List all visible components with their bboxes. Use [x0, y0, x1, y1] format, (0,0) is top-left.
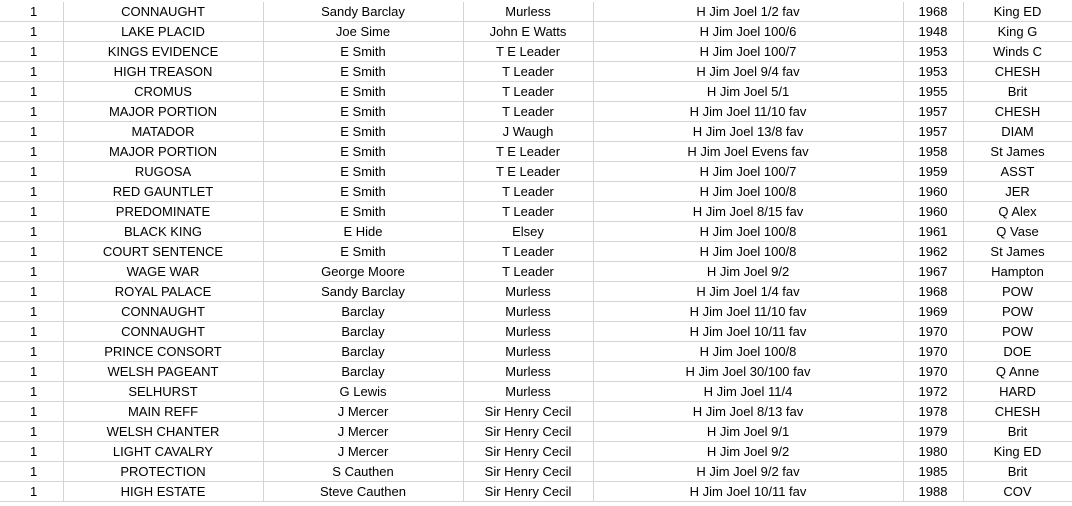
cell-year[interactable]: 1985 — [903, 462, 963, 482]
table-row — [0, 42, 1072, 62]
cell-horse[interactable]: SELHURST — [63, 382, 263, 402]
cell-year[interactable]: 1970 — [903, 362, 963, 382]
cell-trainer[interactable]: T E Leader — [463, 142, 593, 162]
cell-jockey[interactable]: Sandy Barclay — [263, 282, 463, 302]
cell-race[interactable]: DIAM — [963, 122, 1072, 142]
cell-jockey[interactable]: J Mercer — [263, 442, 463, 462]
cell-owner-sp[interactable]: H Jim Joel Evens fav — [593, 142, 903, 162]
cell-owner-sp[interactable]: H Jim Joel 1/4 fav — [593, 282, 903, 302]
cell-trainer[interactable]: Sir Henry Cecil — [463, 402, 593, 422]
cell-owner-sp[interactable]: H Jim Joel 11/4 — [593, 382, 903, 402]
cell-trainer[interactable]: Murless — [463, 322, 593, 342]
cell-position[interactable]: 1 — [0, 322, 63, 342]
cell-jockey[interactable]: E Smith — [263, 182, 463, 202]
cell-race[interactable]: Brit — [963, 422, 1072, 442]
cell-horse[interactable]: MAJOR PORTION — [63, 142, 263, 162]
cell-horse[interactable]: PROTECTION — [63, 462, 263, 482]
cell-race[interactable]: Q Vase — [963, 222, 1072, 242]
cell-position[interactable]: 1 — [0, 162, 63, 182]
cell-horse[interactable]: MATADOR — [63, 122, 263, 142]
cell-trainer[interactable]: Elsey — [463, 222, 593, 242]
cell-position[interactable]: 1 — [0, 282, 63, 302]
cell-position[interactable]: 1 — [0, 242, 63, 262]
cell-jockey[interactable]: J Mercer — [263, 402, 463, 422]
cell-horse[interactable]: COURT SENTENCE — [63, 242, 263, 262]
cell-horse[interactable]: LAKE PLACID — [63, 22, 263, 42]
table-row — [0, 242, 1072, 262]
cell-year[interactable]: 1955 — [903, 82, 963, 102]
cell-owner-sp[interactable]: H Jim Joel 9/2 — [593, 262, 903, 282]
cell-horse[interactable]: LIGHT CAVALRY — [63, 442, 263, 462]
cell-year[interactable]: 1948 — [903, 22, 963, 42]
cell-jockey[interactable]: E Smith — [263, 202, 463, 222]
table-row — [0, 382, 1072, 402]
cell-jockey[interactable]: Sandy Barclay — [263, 2, 463, 22]
cell-position[interactable]: 1 — [0, 122, 63, 142]
cell-jockey[interactable]: Barclay — [263, 322, 463, 342]
cell-horse[interactable]: CONNAUGHT — [63, 322, 263, 342]
cell-year[interactable]: 1969 — [903, 302, 963, 322]
cell-trainer[interactable]: Sir Henry Cecil — [463, 442, 593, 462]
table-row — [0, 482, 1072, 502]
cell-trainer[interactable]: J Waugh — [463, 122, 593, 142]
cell-jockey[interactable]: E Smith — [263, 102, 463, 122]
cell-owner-sp[interactable]: H Jim Joel 9/2 — [593, 442, 903, 462]
cell-owner-sp[interactable]: H Jim Joel 10/11 fav — [593, 322, 903, 342]
cell-trainer[interactable]: Sir Henry Cecil — [463, 462, 593, 482]
cell-year[interactable]: 1961 — [903, 222, 963, 242]
cell-owner-sp[interactable]: H Jim Joel 9/1 — [593, 422, 903, 442]
cell-position[interactable]: 1 — [0, 262, 63, 282]
cell-position[interactable]: 1 — [0, 462, 63, 482]
cell-race[interactable]: ASST — [963, 162, 1072, 182]
cell-trainer[interactable]: T Leader — [463, 62, 593, 82]
cell-owner-sp[interactable]: H Jim Joel 11/10 fav — [593, 302, 903, 322]
cell-owner-sp[interactable]: H Jim Joel 100/6 — [593, 22, 903, 42]
cell-trainer[interactable]: Murless — [463, 302, 593, 322]
cell-jockey[interactable]: E Smith — [263, 82, 463, 102]
cell-jockey[interactable]: E Hide — [263, 222, 463, 242]
table-row — [0, 362, 1072, 382]
cell-position[interactable]: 1 — [0, 22, 63, 42]
cell-year[interactable]: 1967 — [903, 262, 963, 282]
table-row — [0, 342, 1072, 362]
cell-position[interactable]: 1 — [0, 442, 63, 462]
table-row — [0, 222, 1072, 242]
cell-jockey[interactable]: E Smith — [263, 162, 463, 182]
cell-trainer[interactable]: John E Watts — [463, 22, 593, 42]
cell-position[interactable]: 1 — [0, 202, 63, 222]
cell-year[interactable]: 1962 — [903, 242, 963, 262]
cell-year[interactable]: 1980 — [903, 442, 963, 462]
cell-jockey[interactable]: E Smith — [263, 42, 463, 62]
table-row — [0, 262, 1072, 282]
cell-race[interactable]: St James — [963, 142, 1072, 162]
cell-position[interactable]: 1 — [0, 302, 63, 322]
cell-year[interactable]: 1968 — [903, 2, 963, 22]
cell-race[interactable]: CHESH — [963, 402, 1072, 422]
cell-jockey[interactable]: Joe Sime — [263, 22, 463, 42]
cell-race[interactable]: CHESH — [963, 62, 1072, 82]
cell-horse[interactable]: CONNAUGHT — [63, 302, 263, 322]
cell-horse[interactable]: MAIN REFF — [63, 402, 263, 422]
cell-jockey[interactable]: S Cauthen — [263, 462, 463, 482]
cell-trainer[interactable]: Sir Henry Cecil — [463, 482, 593, 502]
table-row — [0, 322, 1072, 342]
cell-position[interactable]: 1 — [0, 422, 63, 442]
cell-horse[interactable]: WAGE WAR — [63, 262, 263, 282]
cell-race[interactable]: King ED — [963, 2, 1072, 22]
cell-jockey[interactable]: George Moore — [263, 262, 463, 282]
cell-owner-sp[interactable]: H Jim Joel 100/8 — [593, 242, 903, 262]
cell-horse[interactable]: ROYAL PALACE — [63, 282, 263, 302]
cell-jockey[interactable]: E Smith — [263, 122, 463, 142]
cell-position[interactable]: 1 — [0, 62, 63, 82]
cell-horse[interactable]: RED GAUNTLET — [63, 182, 263, 202]
cell-race[interactable]: St James — [963, 242, 1072, 262]
cell-owner-sp[interactable]: H Jim Joel 30/100 fav — [593, 362, 903, 382]
table-row — [0, 302, 1072, 322]
cell-jockey[interactable]: Steve Cauthen — [263, 482, 463, 502]
cell-race[interactable]: Hampton — [963, 262, 1072, 282]
cell-year[interactable]: 1970 — [903, 342, 963, 362]
cell-year[interactable]: 1959 — [903, 162, 963, 182]
cell-race[interactable]: Winds C — [963, 42, 1072, 62]
table-row — [0, 102, 1072, 122]
cell-owner-sp[interactable]: H Jim Joel 8/15 fav — [593, 202, 903, 222]
cell-trainer[interactable]: Murless — [463, 382, 593, 402]
spreadsheet-body — [0, 2, 1072, 502]
table-row — [0, 142, 1072, 162]
cell-horse[interactable]: WELSH CHANTER — [63, 422, 263, 442]
cell-trainer[interactable]: T Leader — [463, 182, 593, 202]
cell-year[interactable]: 1960 — [903, 182, 963, 202]
table-row — [0, 282, 1072, 302]
cell-race[interactable]: POW — [963, 322, 1072, 342]
cell-owner-sp[interactable]: H Jim Joel 10/11 fav — [593, 482, 903, 502]
cell-position[interactable]: 1 — [0, 102, 63, 122]
cell-position[interactable]: 1 — [0, 42, 63, 62]
table-row — [0, 62, 1072, 82]
cell-owner-sp[interactable]: H Jim Joel 13/8 fav — [593, 122, 903, 142]
cell-position[interactable]: 1 — [0, 382, 63, 402]
cell-horse[interactable]: BLACK KING — [63, 222, 263, 242]
cell-owner-sp[interactable]: H Jim Joel 8/13 fav — [593, 402, 903, 422]
cell-owner-sp[interactable]: H Jim Joel 9/2 fav — [593, 462, 903, 482]
cell-horse[interactable]: CONNAUGHT — [63, 2, 263, 22]
cell-position[interactable]: 1 — [0, 342, 63, 362]
cell-trainer[interactable]: T Leader — [463, 242, 593, 262]
table-row — [0, 442, 1072, 462]
cell-trainer[interactable]: Murless — [463, 342, 593, 362]
cell-year[interactable]: 1957 — [903, 102, 963, 122]
cell-race[interactable]: HARD — [963, 382, 1072, 402]
cell-trainer[interactable]: T Leader — [463, 82, 593, 102]
cell-horse[interactable]: PRINCE CONSORT — [63, 342, 263, 362]
cell-year[interactable]: 1958 — [903, 142, 963, 162]
cell-trainer[interactable]: T Leader — [463, 202, 593, 222]
cell-year[interactable]: 1960 — [903, 202, 963, 222]
cell-position[interactable]: 1 — [0, 482, 63, 502]
cell-year[interactable]: 1970 — [903, 322, 963, 342]
cell-owner-sp[interactable]: H Jim Joel 100/8 — [593, 342, 903, 362]
cell-race[interactable]: DOE — [963, 342, 1072, 362]
cell-owner-sp[interactable]: H Jim Joel 5/1 — [593, 82, 903, 102]
cell-jockey[interactable]: Barclay — [263, 302, 463, 322]
cell-owner-sp[interactable]: H Jim Joel 100/7 — [593, 162, 903, 182]
cell-trainer[interactable]: Murless — [463, 282, 593, 302]
cell-year[interactable]: 1972 — [903, 382, 963, 402]
cell-jockey[interactable]: Barclay — [263, 342, 463, 362]
cell-horse[interactable]: HIGH ESTATE — [63, 482, 263, 502]
cell-owner-sp[interactable]: H Jim Joel 9/4 fav — [593, 62, 903, 82]
cell-race[interactable]: Brit — [963, 82, 1072, 102]
cell-race[interactable]: Q Alex — [963, 202, 1072, 222]
cell-position[interactable]: 1 — [0, 82, 63, 102]
table-row — [0, 22, 1072, 42]
cell-horse[interactable]: KINGS EVIDENCE — [63, 42, 263, 62]
table-row — [0, 462, 1072, 482]
cell-horse[interactable]: CROMUS — [63, 82, 263, 102]
table-row — [0, 2, 1072, 22]
table-row — [0, 162, 1072, 182]
cell-horse[interactable]: MAJOR PORTION — [63, 102, 263, 122]
cell-owner-sp[interactable]: H Jim Joel 100/8 — [593, 222, 903, 242]
cell-owner-sp[interactable]: H Jim Joel 11/10 fav — [593, 102, 903, 122]
cell-owner-sp[interactable]: H Jim Joel 100/8 — [593, 182, 903, 202]
cell-jockey[interactable]: E Smith — [263, 62, 463, 82]
cell-trainer[interactable]: Murless — [463, 2, 593, 22]
cell-jockey[interactable]: E Smith — [263, 242, 463, 262]
cell-race[interactable]: CHESH — [963, 102, 1072, 122]
cell-jockey[interactable]: E Smith — [263, 142, 463, 162]
cell-trainer[interactable]: T Leader — [463, 102, 593, 122]
cell-year[interactable]: 1953 — [903, 42, 963, 62]
cell-jockey[interactable]: J Mercer — [263, 422, 463, 442]
cell-jockey[interactable]: Barclay — [263, 362, 463, 382]
spreadsheet-grid — [0, 2, 1072, 502]
table-row — [0, 122, 1072, 142]
cell-jockey[interactable]: G Lewis — [263, 382, 463, 402]
cell-owner-sp[interactable]: H Jim Joel 1/2 fav — [593, 2, 903, 22]
cell-trainer[interactable]: T E Leader — [463, 42, 593, 62]
cell-race[interactable]: POW — [963, 282, 1072, 302]
cell-position[interactable]: 1 — [0, 402, 63, 422]
cell-position[interactable]: 1 — [0, 142, 63, 162]
cell-race[interactable]: King G — [963, 22, 1072, 42]
cell-year[interactable]: 1978 — [903, 402, 963, 422]
table-row — [0, 82, 1072, 102]
cell-race[interactable]: COV — [963, 482, 1072, 502]
cell-year[interactable]: 1968 — [903, 282, 963, 302]
cell-position[interactable]: 1 — [0, 362, 63, 382]
cell-horse[interactable]: RUGOSA — [63, 162, 263, 182]
cell-horse[interactable]: HIGH TREASON — [63, 62, 263, 82]
table-row — [0, 402, 1072, 422]
table-row — [0, 182, 1072, 202]
cell-race[interactable]: Q Anne — [963, 362, 1072, 382]
cell-owner-sp[interactable]: H Jim Joel 100/7 — [593, 42, 903, 62]
cell-year[interactable]: 1988 — [903, 482, 963, 502]
cell-race[interactable]: King ED — [963, 442, 1072, 462]
cell-horse[interactable]: PREDOMINATE — [63, 202, 263, 222]
cell-race[interactable]: Brit — [963, 462, 1072, 482]
cell-position[interactable]: 1 — [0, 182, 63, 202]
cell-year[interactable]: 1953 — [903, 62, 963, 82]
cell-trainer[interactable]: T E Leader — [463, 162, 593, 182]
cell-year[interactable]: 1957 — [903, 122, 963, 142]
cell-trainer[interactable]: T Leader — [463, 262, 593, 282]
cell-year[interactable]: 1979 — [903, 422, 963, 442]
cell-trainer[interactable]: Murless — [463, 362, 593, 382]
cell-trainer[interactable]: Sir Henry Cecil — [463, 422, 593, 442]
table-row — [0, 202, 1072, 222]
cell-position[interactable]: 1 — [0, 222, 63, 242]
cell-horse[interactable]: WELSH PAGEANT — [63, 362, 263, 382]
cell-race[interactable]: JER — [963, 182, 1072, 202]
table-row — [0, 422, 1072, 442]
cell-race[interactable]: POW — [963, 302, 1072, 322]
cell-position[interactable]: 1 — [0, 2, 63, 22]
